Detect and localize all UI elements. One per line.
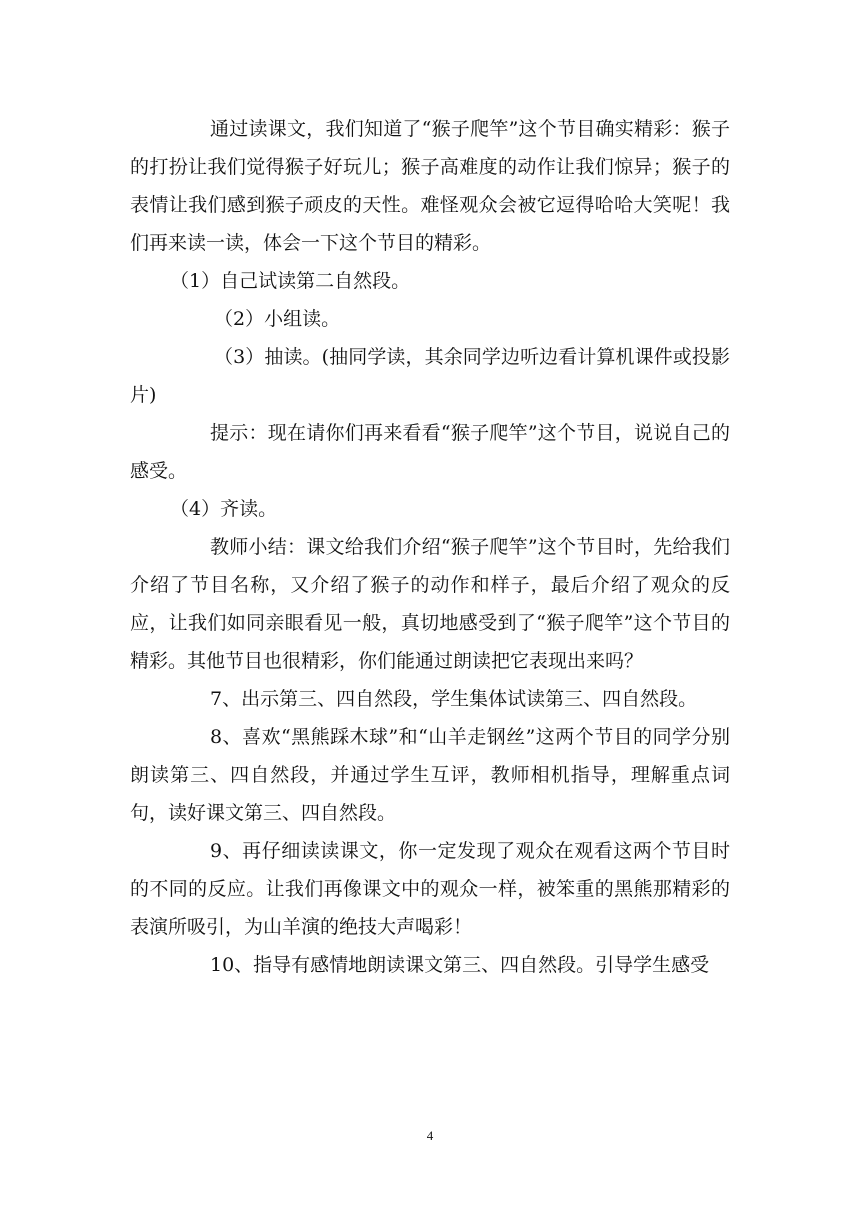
paragraph-teacher-summary: 教师小结：课文给我们介绍“猴子爬竿”这个节目时，先给我们介绍了节目名称，又介绍了猴子的动作和样子，最后介绍了观众的反应，让我们如同亲眼看见一般，真切地感受到了“猴子爬竿”这个节目的精彩。其他节目也很精彩，你们能通过朗读把它表现出来吗？ [130,536,730,672]
paragraph-step-1: （1）自己试读第二自然段。 [170,270,411,292]
paragraph-item-7: 7、出示第三、四自然段，学生集体试读第三、四自然段。 [210,688,698,710]
paragraph-intro: 通过读课文，我们知道了“猴子爬竿”这个节目确实精彩：猴子的打扮让我们觉得猴子好玩儿；猴子高难度的动作让我们惊异；猴子的表情让我们感到猴子顽皮的天性。难怪观众会被它逗得哈哈大笑呢！我们再来读一读，体会一下这个节目的精彩。 [130,118,730,254]
paragraph-item-10: 10、指导有感情地朗读课文第三、四自然段。引导学生感受 [210,954,710,976]
paragraph-item-9: 9、再仔细读读课文，你一定发现了观众在观看这两个节目时的不同的反应。让我们再像课文中的观众一样，被笨重的黑熊那精彩的表演所吸引，为山羊演的绝技大声喝彩！ [130,840,730,938]
body-text [130,110,730,984]
paragraph-step-4: （4）齐读。 [170,498,278,520]
paragraph-step-2: （2）小组读。 [214,308,341,330]
paragraph-hint: 提示：现在请你们再来看看“猴子爬竿”这个节目，说说自己的感受。 [130,422,730,482]
page-number: 4 [426,1128,434,1143]
paragraph-item-8: 8、喜欢“黑熊踩木球”和“山羊走钢丝”这两个节目的同学分别朗读第三、四自然段，并通过学生互评，教师相机指导，理解重点词句，读好课文第三、四自然段。 [130,726,730,824]
paragraph-step-3: （3）抽读。(抽同学读，其余同学边听边看计算机课件或投影片) [130,346,730,406]
